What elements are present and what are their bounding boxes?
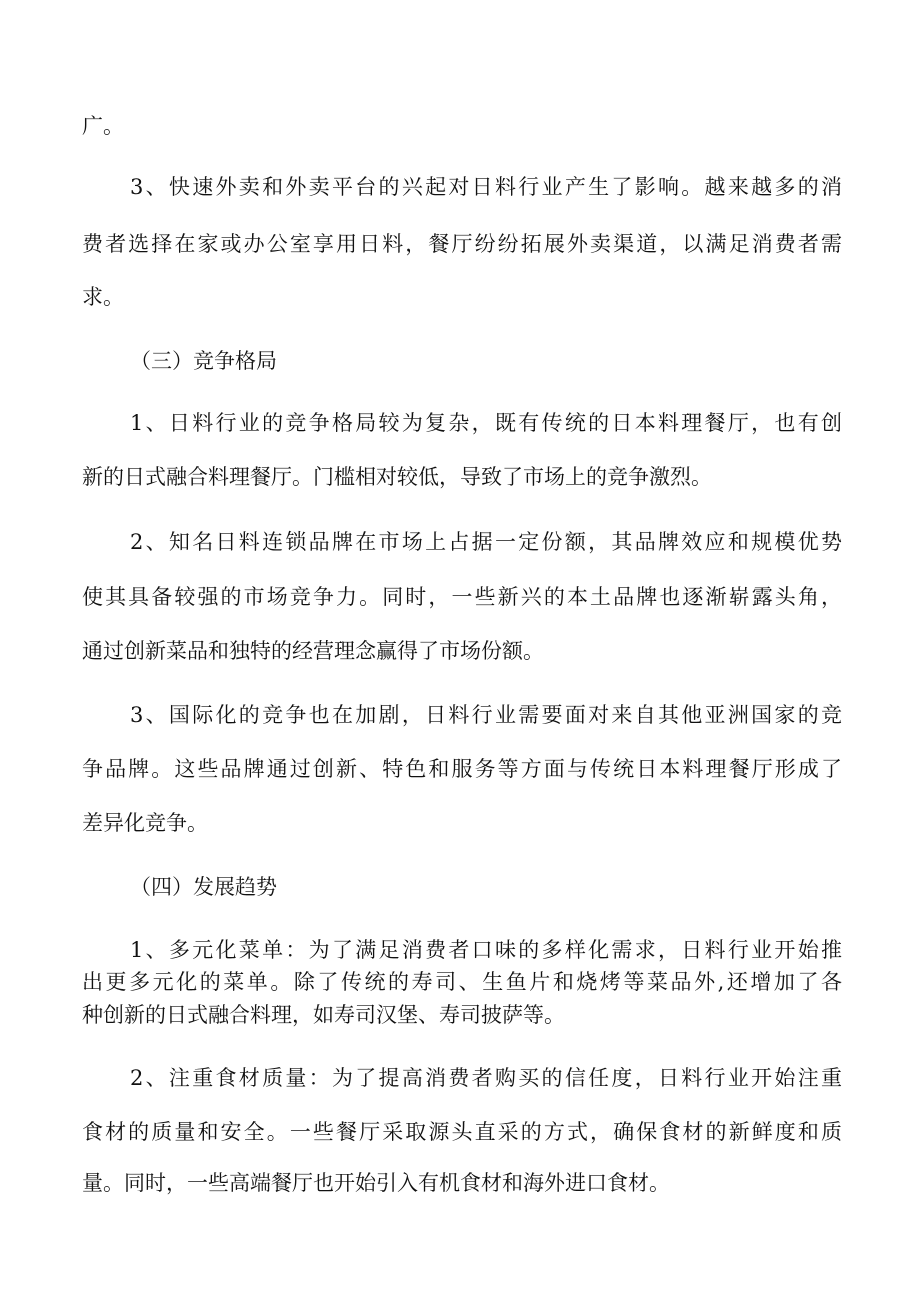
paragraph-line: 费者选择在家或办公室享用日料，餐厅纷纷拓展外卖渠道，以满足消费者需 — [82, 232, 842, 256]
paragraph-line: 种创新的日式融合料理，如寿司汉堡、寿司披萨等。 — [82, 1003, 565, 1027]
paragraph-line: 1、多元化菜单：为了满足消费者口味的多样化需求，日料行业开始推 — [130, 938, 842, 962]
paragraph-line: 求。 — [82, 285, 124, 309]
paragraph-line: 1、日料行业的竞争格局较为复杂，既有传统的日本料理餐厅，也有创 — [130, 411, 842, 435]
paragraph-line: 2、知名日料连锁品牌在市场上占据一定份额，其品牌效应和规模优势 — [130, 530, 842, 554]
paragraph-line: 3、快速外卖和外卖平台的兴起对日料行业产生了影响。越来越多的消 — [130, 175, 842, 199]
paragraph-line: 3、国际化的竞争也在加剧，日料行业需要面对来自其他亚洲国家的竞 — [130, 703, 842, 727]
paragraph-line: 通过创新菜品和独特的经营理念赢得了市场份额。 — [82, 639, 544, 663]
paragraph-line: 差异化竞争。 — [82, 811, 208, 835]
paragraph-line: 量。同时，一些高端餐厅也开始引入有机食材和海外进口食材。 — [82, 1171, 670, 1195]
section-heading: （四）发展趋势 — [130, 875, 277, 899]
paragraph-line: 新的日式融合料理餐厅。门槛相对较低，导致了市场上的竞争激烈。 — [82, 465, 712, 489]
section-heading: （三）竞争格局 — [130, 349, 277, 373]
paragraph-line: 争品牌。这些品牌通过创新、特色和服务等方面与传统日本料理餐厅形成了 — [82, 757, 842, 781]
paragraph-line: 食材的质量和安全。一些餐厅采取源头直采的方式，确保食材的新鲜度和质 — [82, 1120, 842, 1144]
paragraph-line: 广。 — [82, 114, 124, 138]
paragraph-line: 出更多元化的菜单。除了传统的寿司、生鱼片和烧烤等菜品外,还增加了各 — [82, 970, 842, 994]
paragraph-line: 使其具备较强的市场竞争力。同时，一些新兴的本土品牌也逐渐崭露头角， — [82, 585, 842, 609]
paragraph-line: 2、注重食材质量：为了提高消费者购买的信任度，日料行业开始注重 — [130, 1066, 842, 1090]
